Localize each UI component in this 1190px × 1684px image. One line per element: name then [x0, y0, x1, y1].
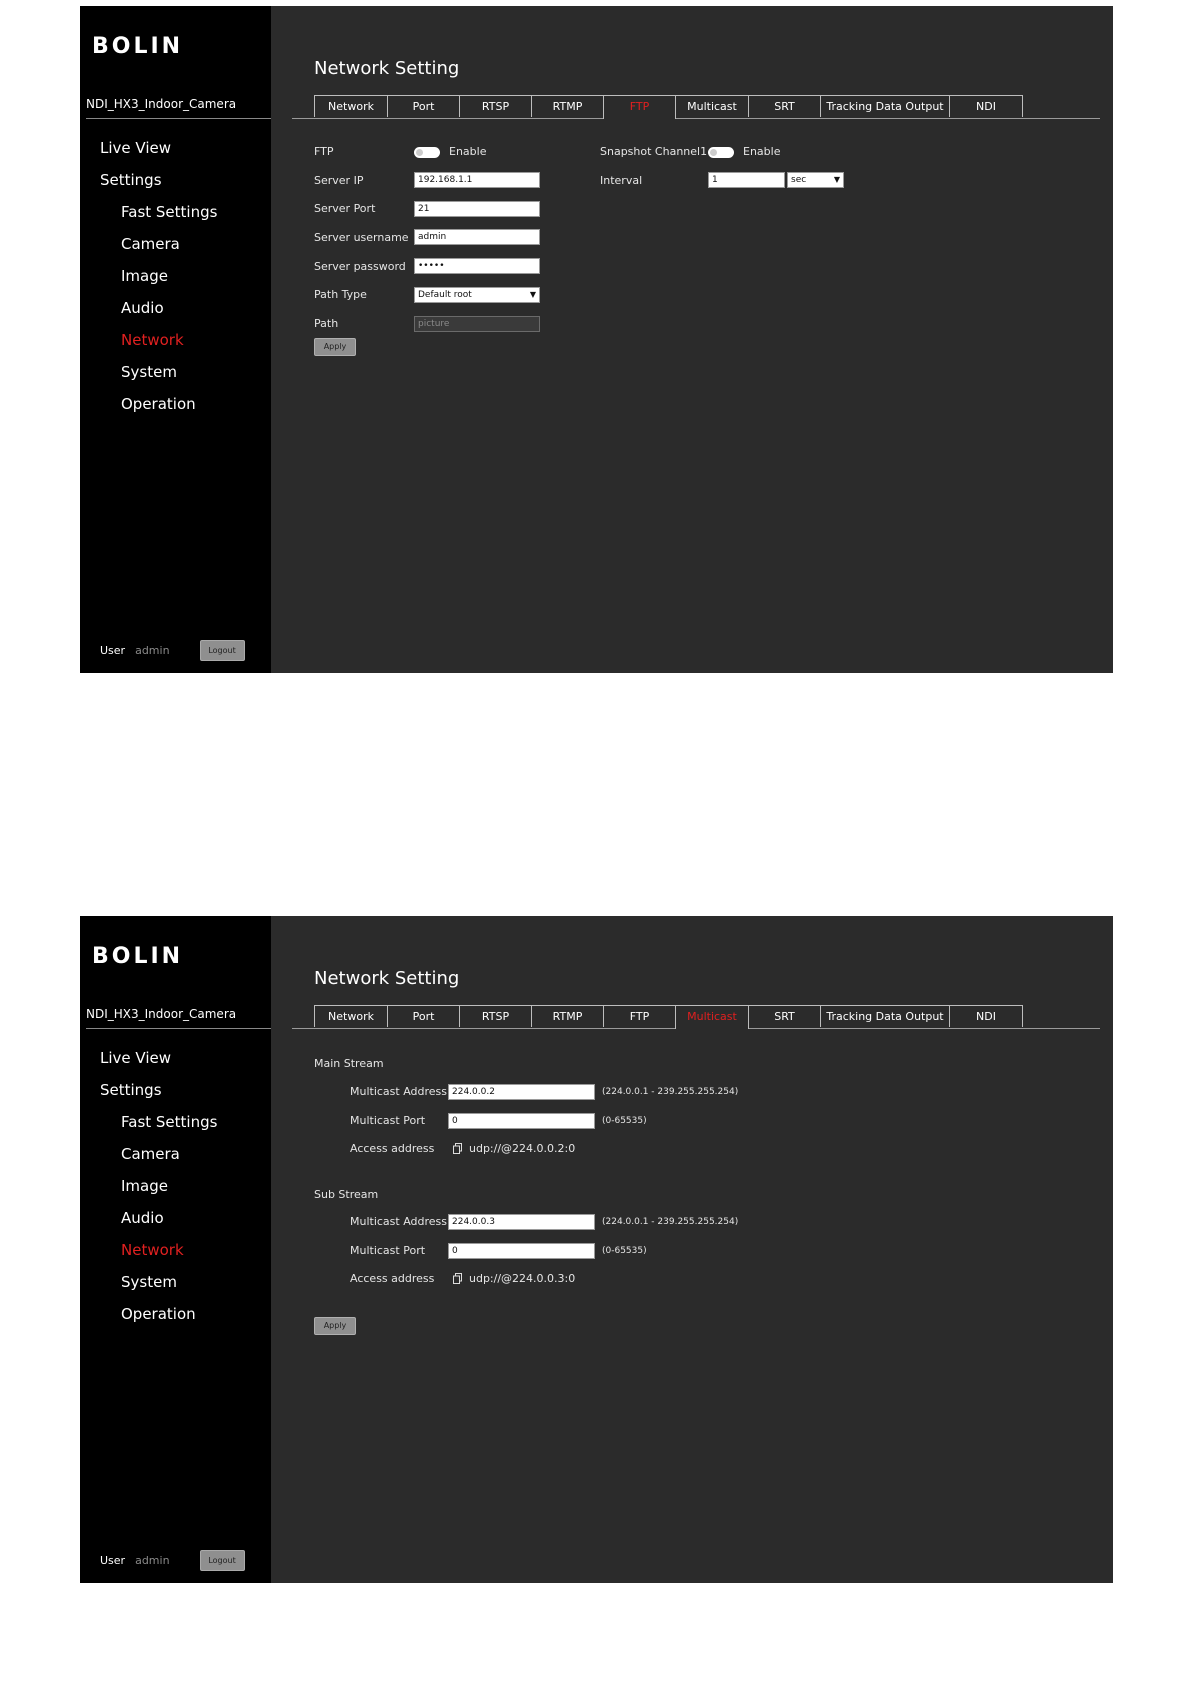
device-name: NDI_HX3_Indoor_Camera	[86, 1007, 237, 1021]
interval-unit-select[interactable]	[787, 172, 844, 188]
main-multicast-port-label: Multicast Port	[350, 1114, 426, 1127]
tab-rtmp[interactable]: RTMP	[531, 1005, 604, 1027]
server-ip-input[interactable]: 192.168.1.1	[414, 172, 540, 188]
sidebar-nav	[80, 1042, 271, 1330]
ftp-label: FTP	[314, 145, 334, 158]
server-ip-label: Server IP	[314, 174, 364, 187]
server-port-input[interactable]: 21	[414, 201, 540, 217]
interval-unit-value: sec	[791, 175, 807, 185]
server-password-label: Server password	[314, 260, 406, 273]
sub-multicast-port-label: Multicast Port	[350, 1244, 426, 1257]
multicast-settings-screen	[80, 916, 1113, 1583]
nav-image[interactable]: Image	[121, 267, 168, 285]
snapshot-enable-label: Enable	[743, 145, 781, 158]
user-name: admin	[135, 644, 170, 657]
user-bar	[100, 640, 245, 661]
server-username-label: Server username	[314, 231, 409, 244]
nav-audio[interactable]: Audio	[121, 1209, 164, 1227]
tab-ftp[interactable]: FTP	[603, 1005, 676, 1027]
ftp-enable-label: Enable	[449, 145, 487, 158]
apply-button[interactable]: Apply	[314, 1317, 356, 1335]
sidebar	[80, 916, 271, 1583]
main-multicast-address-input[interactable]: 224.0.0.2	[448, 1084, 595, 1100]
ftp-settings-screen	[80, 6, 1113, 673]
main-access-address-label: Access address	[350, 1142, 435, 1155]
snapshot-channel-label: Snapshot Channel1	[600, 145, 708, 158]
logout-button[interactable]: Logout	[200, 640, 245, 661]
nav-fast-settings[interactable]: Fast Settings	[121, 1113, 218, 1131]
bolin-logo: BOLIN	[92, 34, 184, 59]
main-stream-heading: Main Stream	[314, 1057, 384, 1070]
main-access-url: udp://@224.0.0.2:0	[469, 1142, 576, 1155]
sub-multicast-port-input[interactable]: 0	[448, 1243, 595, 1259]
bolin-logo: BOLIN	[92, 944, 184, 969]
sidebar-nav	[80, 132, 271, 420]
nav-live-view[interactable]: Live View	[100, 139, 171, 157]
main-port-range-hint: (0-65535)	[602, 1116, 647, 1126]
copy-icon[interactable]	[453, 1143, 462, 1154]
user-label: User	[100, 644, 126, 657]
nav-settings[interactable]: Settings	[100, 171, 162, 189]
chevron-down-icon: ▼	[529, 290, 536, 299]
path-type-label: Path Type	[314, 288, 367, 301]
nav-camera[interactable]: Camera	[121, 235, 180, 253]
sub-stream-heading: Sub Stream	[314, 1188, 379, 1201]
nav-fast-settings[interactable]: Fast Settings	[121, 203, 218, 221]
divider	[86, 118, 271, 119]
sub-port-range-hint: (0-65535)	[602, 1246, 647, 1256]
tab-srt[interactable]: SRT	[748, 95, 821, 117]
nav-network[interactable]: Network	[121, 331, 184, 349]
nav-system[interactable]: System	[121, 1273, 177, 1291]
nav-system[interactable]: System	[121, 363, 177, 381]
nav-image[interactable]: Image	[121, 1177, 168, 1195]
tab-tracking-data-output[interactable]: Tracking Data Output	[820, 95, 950, 117]
main-multicast-address-label: Multicast Address	[350, 1085, 448, 1098]
tab-rtsp[interactable]: RTSP	[459, 1005, 532, 1027]
user-name: admin	[135, 1554, 170, 1567]
tab-network[interactable]: Network	[314, 1005, 388, 1027]
path-input[interactable]: picture	[414, 316, 540, 332]
device-name: NDI_HX3_Indoor_Camera	[86, 97, 237, 111]
sub-access-url: udp://@224.0.0.3:0	[469, 1272, 576, 1285]
sub-multicast-address-label: Multicast Address	[350, 1215, 448, 1228]
server-port-label: Server Port	[314, 202, 376, 215]
interval-input[interactable]: 1	[708, 172, 785, 188]
snapshot-enable-toggle[interactable]	[708, 147, 734, 158]
user-label: User	[100, 1554, 126, 1567]
sub-address-range-hint: (224.0.0.1 - 239.255.255.254)	[602, 1217, 739, 1227]
nav-operation[interactable]: Operation	[121, 1305, 196, 1323]
nav-network[interactable]: Network	[121, 1241, 184, 1259]
tab-multicast[interactable]: Multicast	[675, 1005, 749, 1029]
user-bar	[100, 1550, 245, 1571]
tab-rtsp[interactable]: RTSP	[459, 95, 532, 117]
page-title: Network Setting	[314, 968, 460, 989]
nav-settings[interactable]: Settings	[100, 1081, 162, 1099]
nav-live-view[interactable]: Live View	[100, 1049, 171, 1067]
tab-port[interactable]: Port	[387, 95, 460, 117]
tab-ndi[interactable]: NDI	[949, 1005, 1023, 1027]
nav-camera[interactable]: Camera	[121, 1145, 180, 1163]
divider	[86, 1028, 271, 1029]
tab-bar	[292, 95, 1100, 119]
tab-srt[interactable]: SRT	[748, 1005, 821, 1027]
main-address-range-hint: (224.0.0.1 - 239.255.255.254)	[602, 1087, 739, 1097]
apply-button[interactable]: Apply	[314, 338, 356, 356]
logout-button[interactable]: Logout	[200, 1550, 245, 1571]
server-password-input[interactable]: •••••	[414, 258, 540, 274]
sub-access-address-label: Access address	[350, 1272, 435, 1285]
tab-ndi[interactable]: NDI	[949, 95, 1023, 117]
tab-multicast[interactable]: Multicast	[675, 95, 749, 117]
tabs	[314, 1005, 1022, 1029]
page-title: Network Setting	[314, 58, 460, 79]
nav-operation[interactable]: Operation	[121, 395, 196, 413]
interval-label: Interval	[600, 174, 643, 187]
sidebar	[80, 6, 271, 673]
sub-multicast-address-input[interactable]: 224.0.0.3	[448, 1214, 595, 1230]
path-type-value: Default root	[418, 290, 472, 300]
main-multicast-port-input[interactable]: 0	[448, 1113, 595, 1129]
tab-rtmp[interactable]: RTMP	[531, 95, 604, 117]
tab-network[interactable]: Network	[314, 95, 388, 117]
ftp-enable-toggle[interactable]	[414, 147, 440, 158]
tab-ftp[interactable]: FTP	[603, 95, 676, 119]
path-type-select[interactable]	[414, 287, 540, 303]
tab-bar	[292, 1005, 1100, 1029]
nav-audio[interactable]: Audio	[121, 299, 164, 317]
tabs	[314, 95, 1022, 119]
copy-icon[interactable]	[453, 1273, 462, 1284]
tab-port[interactable]: Port	[387, 1005, 460, 1027]
tab-tracking-data-output[interactable]: Tracking Data Output	[820, 1005, 950, 1027]
path-label: Path	[314, 317, 339, 330]
chevron-down-icon: ▼	[833, 175, 840, 184]
server-username-input[interactable]: admin	[414, 229, 540, 245]
